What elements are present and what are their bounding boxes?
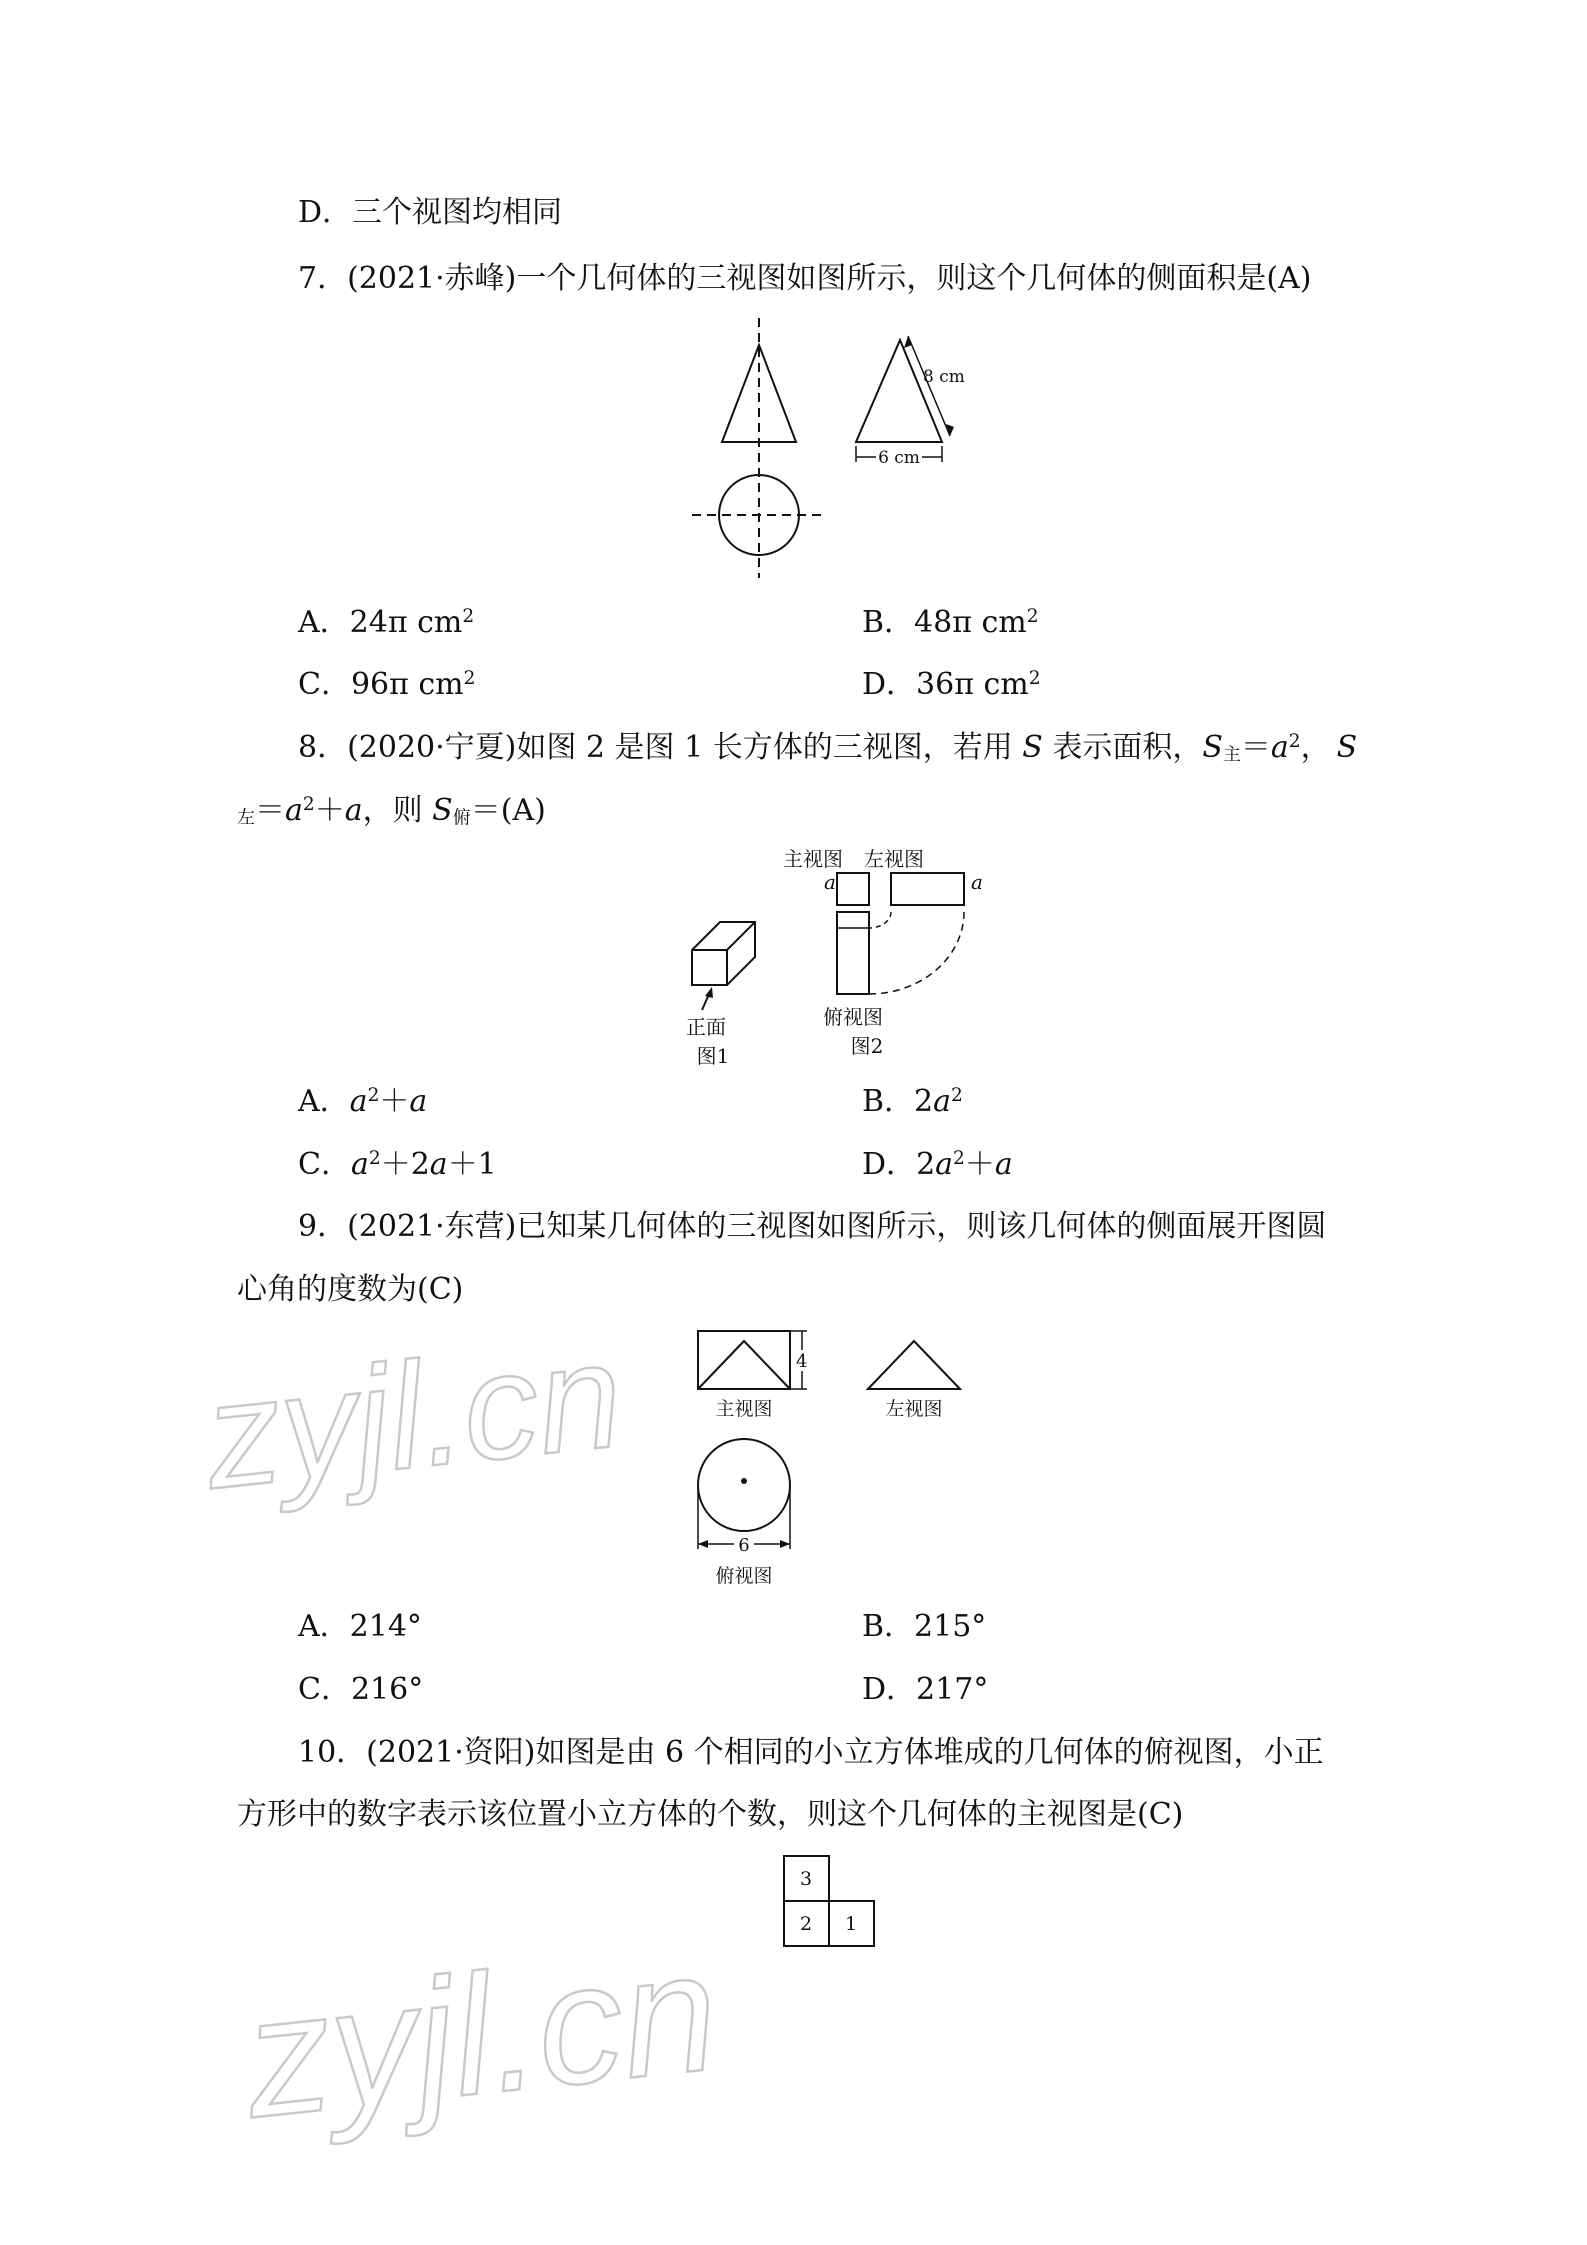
q8-top-view-label: 俯视图 xyxy=(823,1005,883,1029)
q9-top-view-circle xyxy=(698,1439,790,1531)
q8-option-c-end: ＋1 xyxy=(447,1147,497,1182)
q9-three-view-figure xyxy=(680,1315,1000,1595)
q8-then: ，则 xyxy=(362,793,433,828)
q6-option-d: D．三个视图均相同 xyxy=(298,195,563,230)
q8-sub-top: 俯 xyxy=(452,807,471,829)
q8-exp2: 2 xyxy=(302,793,315,815)
q7-option-a-text: A．24π cm xyxy=(298,605,463,640)
q7-option-d-exp: 2 xyxy=(1028,667,1041,689)
q8-a-label-left: a xyxy=(824,870,836,894)
q8-option-c-exp: 2 xyxy=(368,1147,381,1169)
q8-option-a-exp: 2 xyxy=(367,1084,380,1106)
q9-left-view-label: 左视图 xyxy=(885,1398,943,1420)
q8-var-s-top: S xyxy=(432,793,453,828)
q8-option-b-coef: 2 xyxy=(914,1084,934,1119)
q7-option-a xyxy=(298,605,475,640)
q8-fig2-label: 图2 xyxy=(850,1034,884,1058)
q8-option-d-label: D． xyxy=(862,1147,917,1182)
q10-cell-bottom-right-value: 1 xyxy=(844,1913,858,1935)
q8-option-a-var: a xyxy=(349,1084,368,1119)
q8-cuboid xyxy=(692,922,755,985)
q10-cell-bottom-left-value: 2 xyxy=(799,1913,813,1935)
q8-stem-text2: 表示面积， xyxy=(1042,730,1203,765)
q9-main-view-label: 主视图 xyxy=(715,1398,773,1420)
q8-left-view-rect xyxy=(891,873,964,905)
q8-eq2: ＝ xyxy=(255,793,285,828)
q7-option-c xyxy=(298,667,476,702)
q9-main-view-triangle xyxy=(698,1341,790,1389)
q8-option-d-var: a xyxy=(935,1147,954,1182)
q8-var-a1: a xyxy=(1270,730,1289,765)
q8-option-b xyxy=(862,1084,963,1119)
q8-option-b-label: B． xyxy=(862,1084,915,1119)
q9-diam-arrow-right xyxy=(780,1540,790,1548)
q7-slant-label: 8 cm xyxy=(923,367,965,387)
q8-main-view-square xyxy=(837,873,869,905)
q9-stem-line2: 心角的度数为(C) xyxy=(237,1272,464,1307)
q8-option-a-label: A． xyxy=(298,1084,350,1119)
q8-option-a xyxy=(298,1084,428,1119)
q8-top-view-rect xyxy=(837,912,869,994)
q9-option-b: B．215° xyxy=(862,1609,987,1644)
q8-option-a-var2: a xyxy=(409,1084,428,1119)
q8-var-s-main: S xyxy=(1202,730,1223,765)
q8-main-view-label: 主视图 xyxy=(783,847,843,871)
q8-projection-arc-inner xyxy=(869,912,891,928)
q8-stem-text1: 8．(2020·宁夏)如图 2 是图 1 长方体的三视图，若用 xyxy=(298,730,1023,765)
q7-option-c-text: C．96π cm xyxy=(298,667,464,702)
q8-option-d-coef: 2 xyxy=(916,1147,936,1182)
q8-option-c-var: a xyxy=(350,1147,369,1182)
watermark-1: zyjl.cn xyxy=(197,1309,630,1521)
q8-plus: ＋ xyxy=(314,793,345,828)
q8-comma: ， xyxy=(1300,730,1331,765)
q8-option-d xyxy=(862,1147,1013,1182)
q7-option-b xyxy=(862,605,1039,640)
q7-option-c-exp: 2 xyxy=(463,667,476,689)
q7-option-d-text: D．36π cm xyxy=(862,667,1029,702)
q8-var-s-left: S xyxy=(1336,730,1358,765)
q8-eq1: ＝ xyxy=(1240,730,1271,765)
q9-option-c: C．216° xyxy=(298,1672,424,1707)
q8-var-a2: a xyxy=(285,793,303,828)
q8-figure xyxy=(670,840,1030,1070)
q10-top-view-grid xyxy=(783,1855,883,1955)
q7-side-view-triangle xyxy=(856,340,942,442)
q9-option-a: A．214° xyxy=(298,1609,422,1644)
q8-var-a3: a xyxy=(344,793,363,828)
q7-option-a-exp: 2 xyxy=(462,605,475,627)
q8-var-s: S xyxy=(1022,730,1043,765)
q7-three-view-figure xyxy=(680,310,1020,580)
q10-cell-top-value: 3 xyxy=(799,1868,813,1890)
q8-option-d-var2: a xyxy=(994,1147,1013,1182)
q8-exp1: 2 xyxy=(1288,730,1301,752)
q8-left-view-label: 左视图 xyxy=(864,847,924,871)
q9-top-view-label: 俯视图 xyxy=(715,1565,773,1587)
q8-front-arrowhead xyxy=(705,987,713,998)
q8-option-d-plus: ＋ xyxy=(964,1147,995,1182)
q8-a-label-right: a xyxy=(971,870,983,894)
q7-base-label: 6 cm xyxy=(878,448,920,468)
q8-front-label: 正面 xyxy=(686,1015,726,1039)
q8-fig1-label: 图1 xyxy=(696,1044,730,1068)
q7-stem: 7．(2021·赤峰)一个几何体的三视图如图所示，则这个几何体的侧面积是(A) xyxy=(298,261,1312,296)
q7-option-b-exp: 2 xyxy=(1026,605,1039,627)
q8-option-b-var: a xyxy=(933,1084,952,1119)
q8-option-d-exp: 2 xyxy=(953,1147,965,1169)
q8-option-c xyxy=(298,1147,497,1182)
q8-option-a-plus: ＋ xyxy=(379,1084,410,1119)
q8-stem-line1 xyxy=(298,730,1358,766)
q9-center-dot xyxy=(741,1478,747,1484)
q8-option-c-label: C． xyxy=(298,1147,351,1182)
q9-height-label: 4 xyxy=(796,1351,808,1372)
q7-option-d xyxy=(862,667,1041,702)
q8-sub-left: 左 xyxy=(237,807,255,829)
q9-stem-line1: 9．(2021·东营)已知某几何体的三视图如图所示，则该几何体的侧面展开图圆 xyxy=(298,1209,1327,1244)
q8-projection-arc xyxy=(869,912,964,994)
q8-option-c-rest: ＋2 xyxy=(380,1147,430,1182)
q8-option-c-var2: a xyxy=(429,1147,448,1182)
watermark-2: zyjl.cn xyxy=(236,1915,726,2155)
q9-diam-arrow-left xyxy=(698,1540,708,1548)
q9-option-d: D．217° xyxy=(862,1672,989,1707)
q9-left-view-triangle xyxy=(868,1341,960,1389)
q10-stem-line2: 方形中的数字表示该位置小立方体的个数，则这个几何体的主视图是(C) xyxy=(237,1797,1184,1832)
q8-option-b-exp: 2 xyxy=(951,1084,963,1106)
q8-sub-main: 主 xyxy=(1222,744,1241,766)
q7-option-b-text: B．48π cm xyxy=(862,605,1027,640)
q10-stem-line1: 10．(2021·资阳)如图是由 6 个相同的小立方体堆成的几何体的俯视图，小正 xyxy=(298,1735,1324,1770)
q8-answer: ＝(A) xyxy=(470,793,546,828)
q9-diameter-label: 6 xyxy=(738,1535,750,1556)
q8-stem-line2 xyxy=(237,793,546,829)
